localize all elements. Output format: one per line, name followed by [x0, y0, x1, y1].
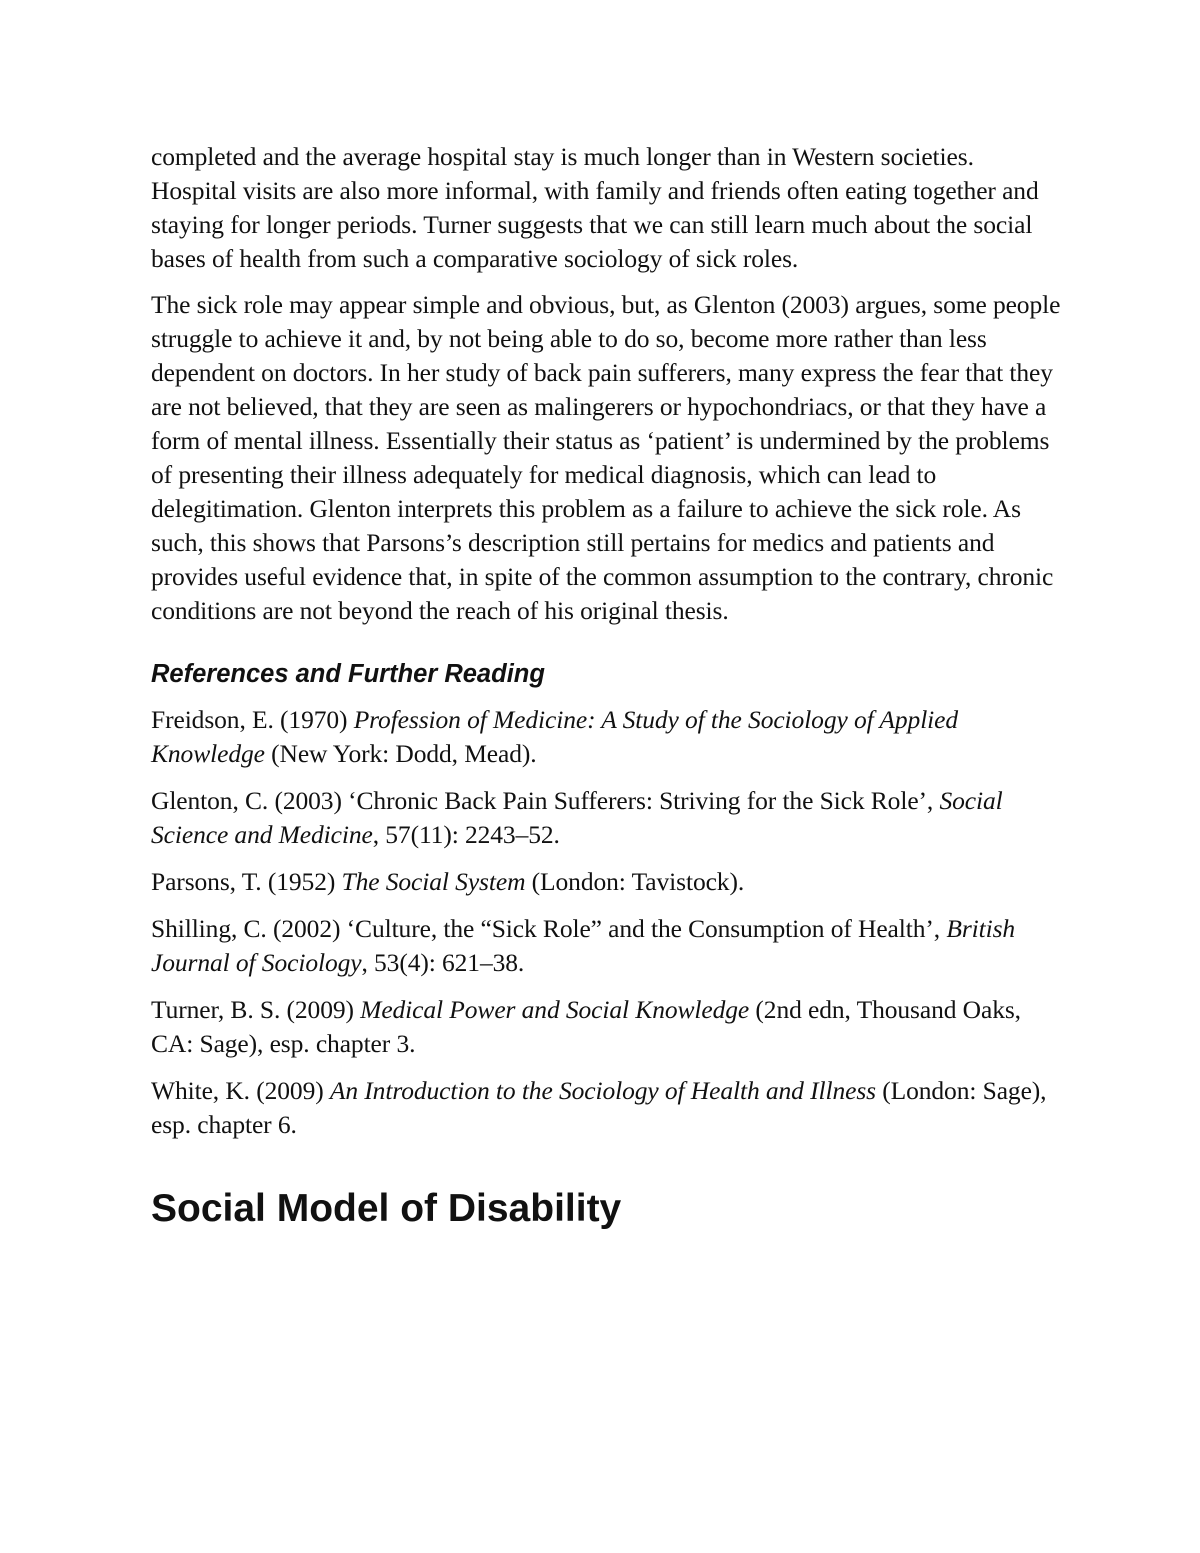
- reference-text: , 57(11): 2243–52.: [372, 820, 560, 849]
- reference-text: Freidson, E. (1970): [151, 705, 354, 734]
- reference-item: [151, 912, 1061, 980]
- document-page: [151, 140, 1061, 1233]
- reference-item: [151, 784, 1061, 852]
- reference-text: (London: Sage), esp. chapter 6.: [151, 1076, 1047, 1139]
- reference-title: An Introduction to the Sociology of Health and Illness: [329, 1076, 876, 1105]
- reference-text: (2nd edn, Thousand Oaks, CA: Sage), esp. chapter 3.: [151, 995, 1021, 1058]
- body-paragraph: The sick role may appear simple and obvious, but, as Glenton (2003) argues, some people struggle to achieve it and, by not being able to do so, become more rather than less dependent on doctors. In her study of back pain sufferers, many express the fear that they are not believed, that they are seen as malingerers or hypochondriacs, or that they have a form of mental illness. Essentially their status as ‘patient’ is undermined by the problems of presenting their illness adequately for medical diagnosis, which can lead to delegitimation. Glenton interprets this problem as a failure to achieve the sick role. As such, this shows that Parsons’s description still pertains for medics and patients and provides useful evidence that, in spite of the common assumption to the contrary, chronic conditions are not beyond the reach of his original thesis.: [151, 290, 1061, 625]
- reference-text: (London: Tavistock).: [525, 867, 745, 896]
- reference-title: British Journal of Sociology: [151, 914, 1016, 977]
- reference-text: White, K. (2009): [151, 1076, 330, 1105]
- reference-title: Medical Power and Social Knowledge: [360, 995, 750, 1024]
- reference-text: Parsons, T. (1952): [151, 867, 342, 896]
- reference-item: [151, 1074, 1061, 1142]
- reference-text: Shilling, C. (2002) ‘Culture, the “Sick Role” and the Consumption of Health’,: [151, 914, 947, 943]
- reference-text: , 53(4): 621–38.: [361, 948, 525, 977]
- reference-title: Social Science and Medicine: [151, 786, 1003, 849]
- body-paragraph: completed and the average hospital stay is much longer than in Western societies. Hospital visits are also more informal, with family and friends often eating together and staying for longer periods. Turner suggests that we can still learn much about the social bases of health from such a comparative sociology of sick roles.: [151, 142, 1039, 273]
- reference-title: Profession of Medicine: A Study of the Sociology of Applied Knowledge: [151, 705, 959, 768]
- section-title: Social Model of Disability: [151, 1187, 622, 1230]
- reference-text: Glenton, C. (2003) ‘Chronic Back Pain Sufferers: Striving for the Sick Role’,: [151, 786, 940, 815]
- reference-text: (New York: Dodd, Mead).: [264, 739, 537, 768]
- references-heading: References and Further Reading: [151, 660, 545, 688]
- reference-title: The Social System: [341, 867, 526, 896]
- reference-item: [151, 865, 1061, 899]
- reference-item: [151, 993, 1061, 1061]
- reference-item: [151, 703, 1061, 771]
- reference-text: Turner, B. S. (2009): [151, 995, 361, 1024]
